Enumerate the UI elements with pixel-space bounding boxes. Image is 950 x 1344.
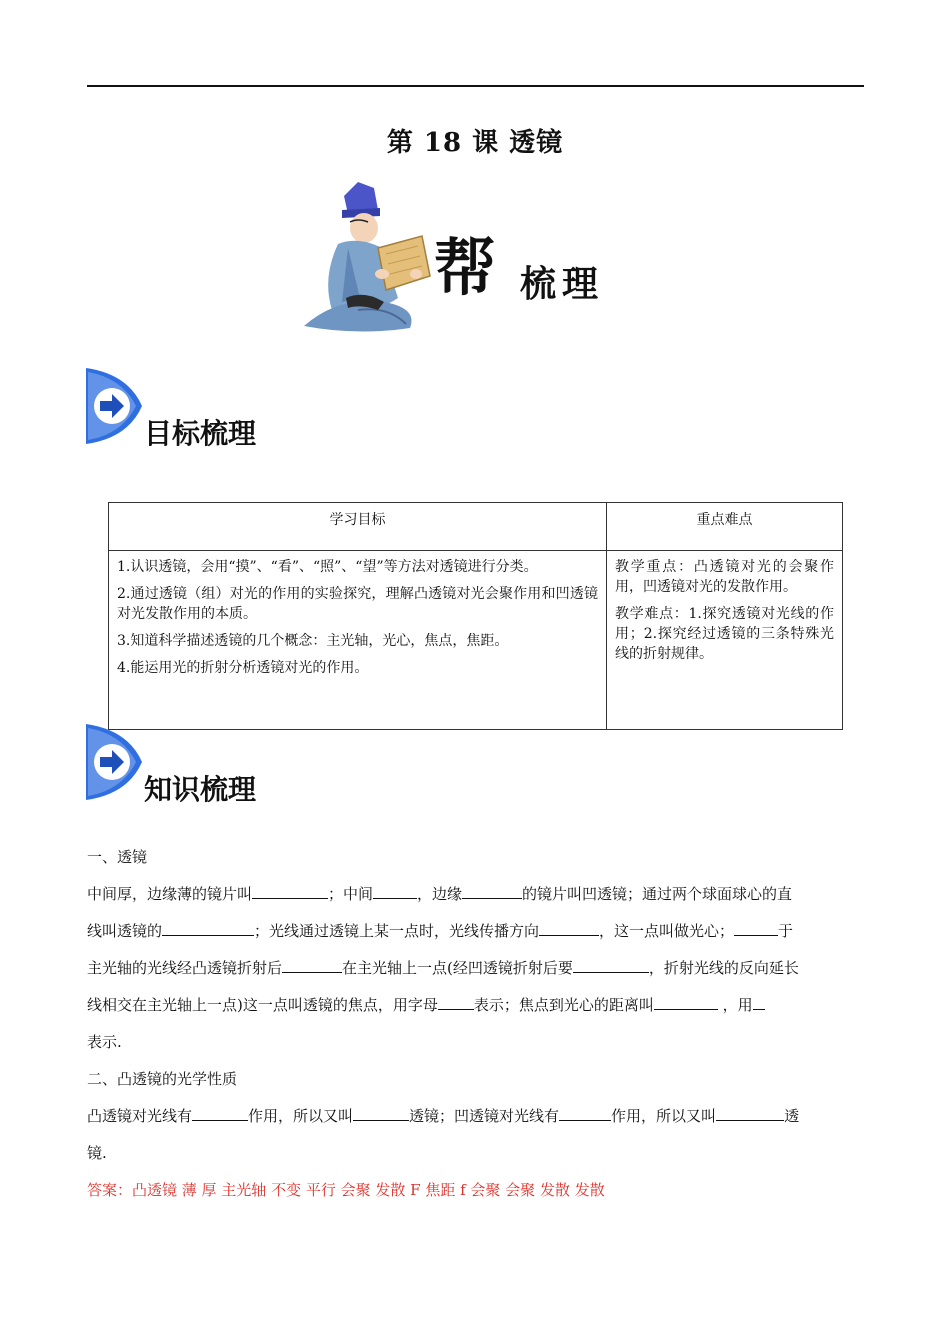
- keypoints-cell: [607, 551, 843, 730]
- keypoint-item: 教学重点：凸透镜对光的会聚作用，凹透镜对光的发散作用。: [615, 559, 834, 595]
- answer-blank[interactable]: [438, 995, 474, 1010]
- answer-blank[interactable]: [353, 1106, 409, 1121]
- answer-blank[interactable]: [252, 884, 328, 899]
- text-segment: 主光轴的光线经凸透镜折射后: [87, 959, 283, 977]
- fill-line: [87, 876, 865, 913]
- answer-blank[interactable]: [539, 921, 599, 936]
- text-segment: 线叫透镜的: [87, 922, 163, 940]
- knowledge-body: [87, 839, 865, 1209]
- answer-line: 答案：凸透镜 薄 厚 主光轴 不变 平行 会聚 发散 F 焦距 f 会聚 会聚 发散 发散: [87, 1181, 605, 1199]
- answer-blank[interactable]: [734, 921, 778, 936]
- fill-line: [87, 913, 865, 950]
- text-segment: ，这一点叫做光心；: [599, 922, 735, 940]
- text-segment: 透镜；凹透镜对光线有: [409, 1107, 560, 1125]
- text-segment: 透: [784, 1107, 800, 1125]
- section-knowledge-heading: [86, 724, 446, 804]
- page-title: 第 18 课 透镜: [386, 128, 564, 158]
- fill-line: [87, 950, 865, 987]
- answer-blank[interactable]: [573, 958, 649, 973]
- section-label: 知识梳理: [144, 773, 257, 806]
- fill-line: [87, 1135, 865, 1172]
- goals-table: [108, 502, 843, 730]
- text-segment: ，边缘: [417, 885, 463, 903]
- arrow-badge-icon: [86, 724, 146, 800]
- part1-title: 一、透镜: [87, 848, 148, 866]
- text-segment: 的镜片叫凹透镜；通过两个球面球心的直: [522, 885, 793, 903]
- text-segment: 表示.: [87, 1033, 122, 1051]
- keypoint-item: 教学难点：1.探究透镜对光线的作用；2.探究经过透镜的三条特殊光线的折射规律。: [615, 606, 834, 662]
- text-segment: ；光线通过透镜上某一点时，光线传播方向: [254, 922, 540, 940]
- banner-chars-small: 梳理: [520, 263, 605, 305]
- banner-illustration: [298, 178, 628, 338]
- header-rule: [87, 85, 864, 87]
- text-segment: ，用: [717, 996, 753, 1014]
- text-segment: 凸透镜对光线有: [87, 1107, 193, 1125]
- goals-header-objectives: 学习目标: [109, 503, 607, 551]
- objective-item: 3.知道科学描述透镜的几个概念：主光轴，光心，焦点，焦距。: [117, 633, 509, 649]
- objectives-cell: [109, 551, 607, 730]
- text-segment: 作用，所以又叫: [611, 1107, 717, 1125]
- text-segment: 在主光轴上一点(经凹透镜折射后要: [342, 959, 573, 977]
- part2-title: 二、凸透镜的光学性质: [87, 1070, 238, 1088]
- section-label: 目标梳理: [144, 417, 257, 450]
- fill-line: [87, 1024, 865, 1061]
- answer-blank[interactable]: [462, 884, 522, 899]
- answer-blank[interactable]: [373, 884, 417, 899]
- text-segment: 表示；焦点到光心的距离叫: [473, 996, 654, 1014]
- banner-char-big: 帮: [434, 231, 497, 304]
- fill-line: [87, 1098, 865, 1135]
- objective-item: 1.认识透镜，会用“摸”、“看”、“照”、“望”等方法对透镜进行分类。: [117, 559, 538, 575]
- answer-blank[interactable]: [654, 995, 718, 1010]
- answer-blank[interactable]: [716, 1106, 784, 1121]
- text-segment: 镜.: [87, 1144, 107, 1162]
- text-segment: 作用，所以又叫: [248, 1107, 354, 1125]
- objective-item: 2.通过透镜（组）对光的作用的实验探究，理解凸透镜对光会聚作用和凹透镜对光发散作用的本质。: [117, 586, 598, 622]
- text-segment: 中间厚，边缘薄的镜片叫: [87, 885, 253, 903]
- text-segment: ；中间: [328, 885, 374, 903]
- answer-blank[interactable]: [282, 958, 342, 973]
- arrow-badge-icon: [86, 368, 146, 444]
- text-segment: 线相交在主光轴上一点)这一点叫透镜的焦点，用字母: [87, 996, 438, 1014]
- text-segment: 于: [778, 922, 794, 940]
- answer-blank[interactable]: [192, 1106, 248, 1121]
- objective-item: 4.能运用光的折射分析透镜对光的作用。: [117, 660, 369, 676]
- text-segment: ，折射光线的反向延长: [648, 959, 799, 977]
- fill-line: [87, 987, 865, 1024]
- answer-blank[interactable]: [753, 995, 765, 1010]
- answer-blank[interactable]: [162, 921, 254, 936]
- section-goals-heading: [86, 368, 446, 448]
- goals-header-keypoints: 重点难点: [607, 503, 843, 551]
- answer-blank[interactable]: [559, 1106, 611, 1121]
